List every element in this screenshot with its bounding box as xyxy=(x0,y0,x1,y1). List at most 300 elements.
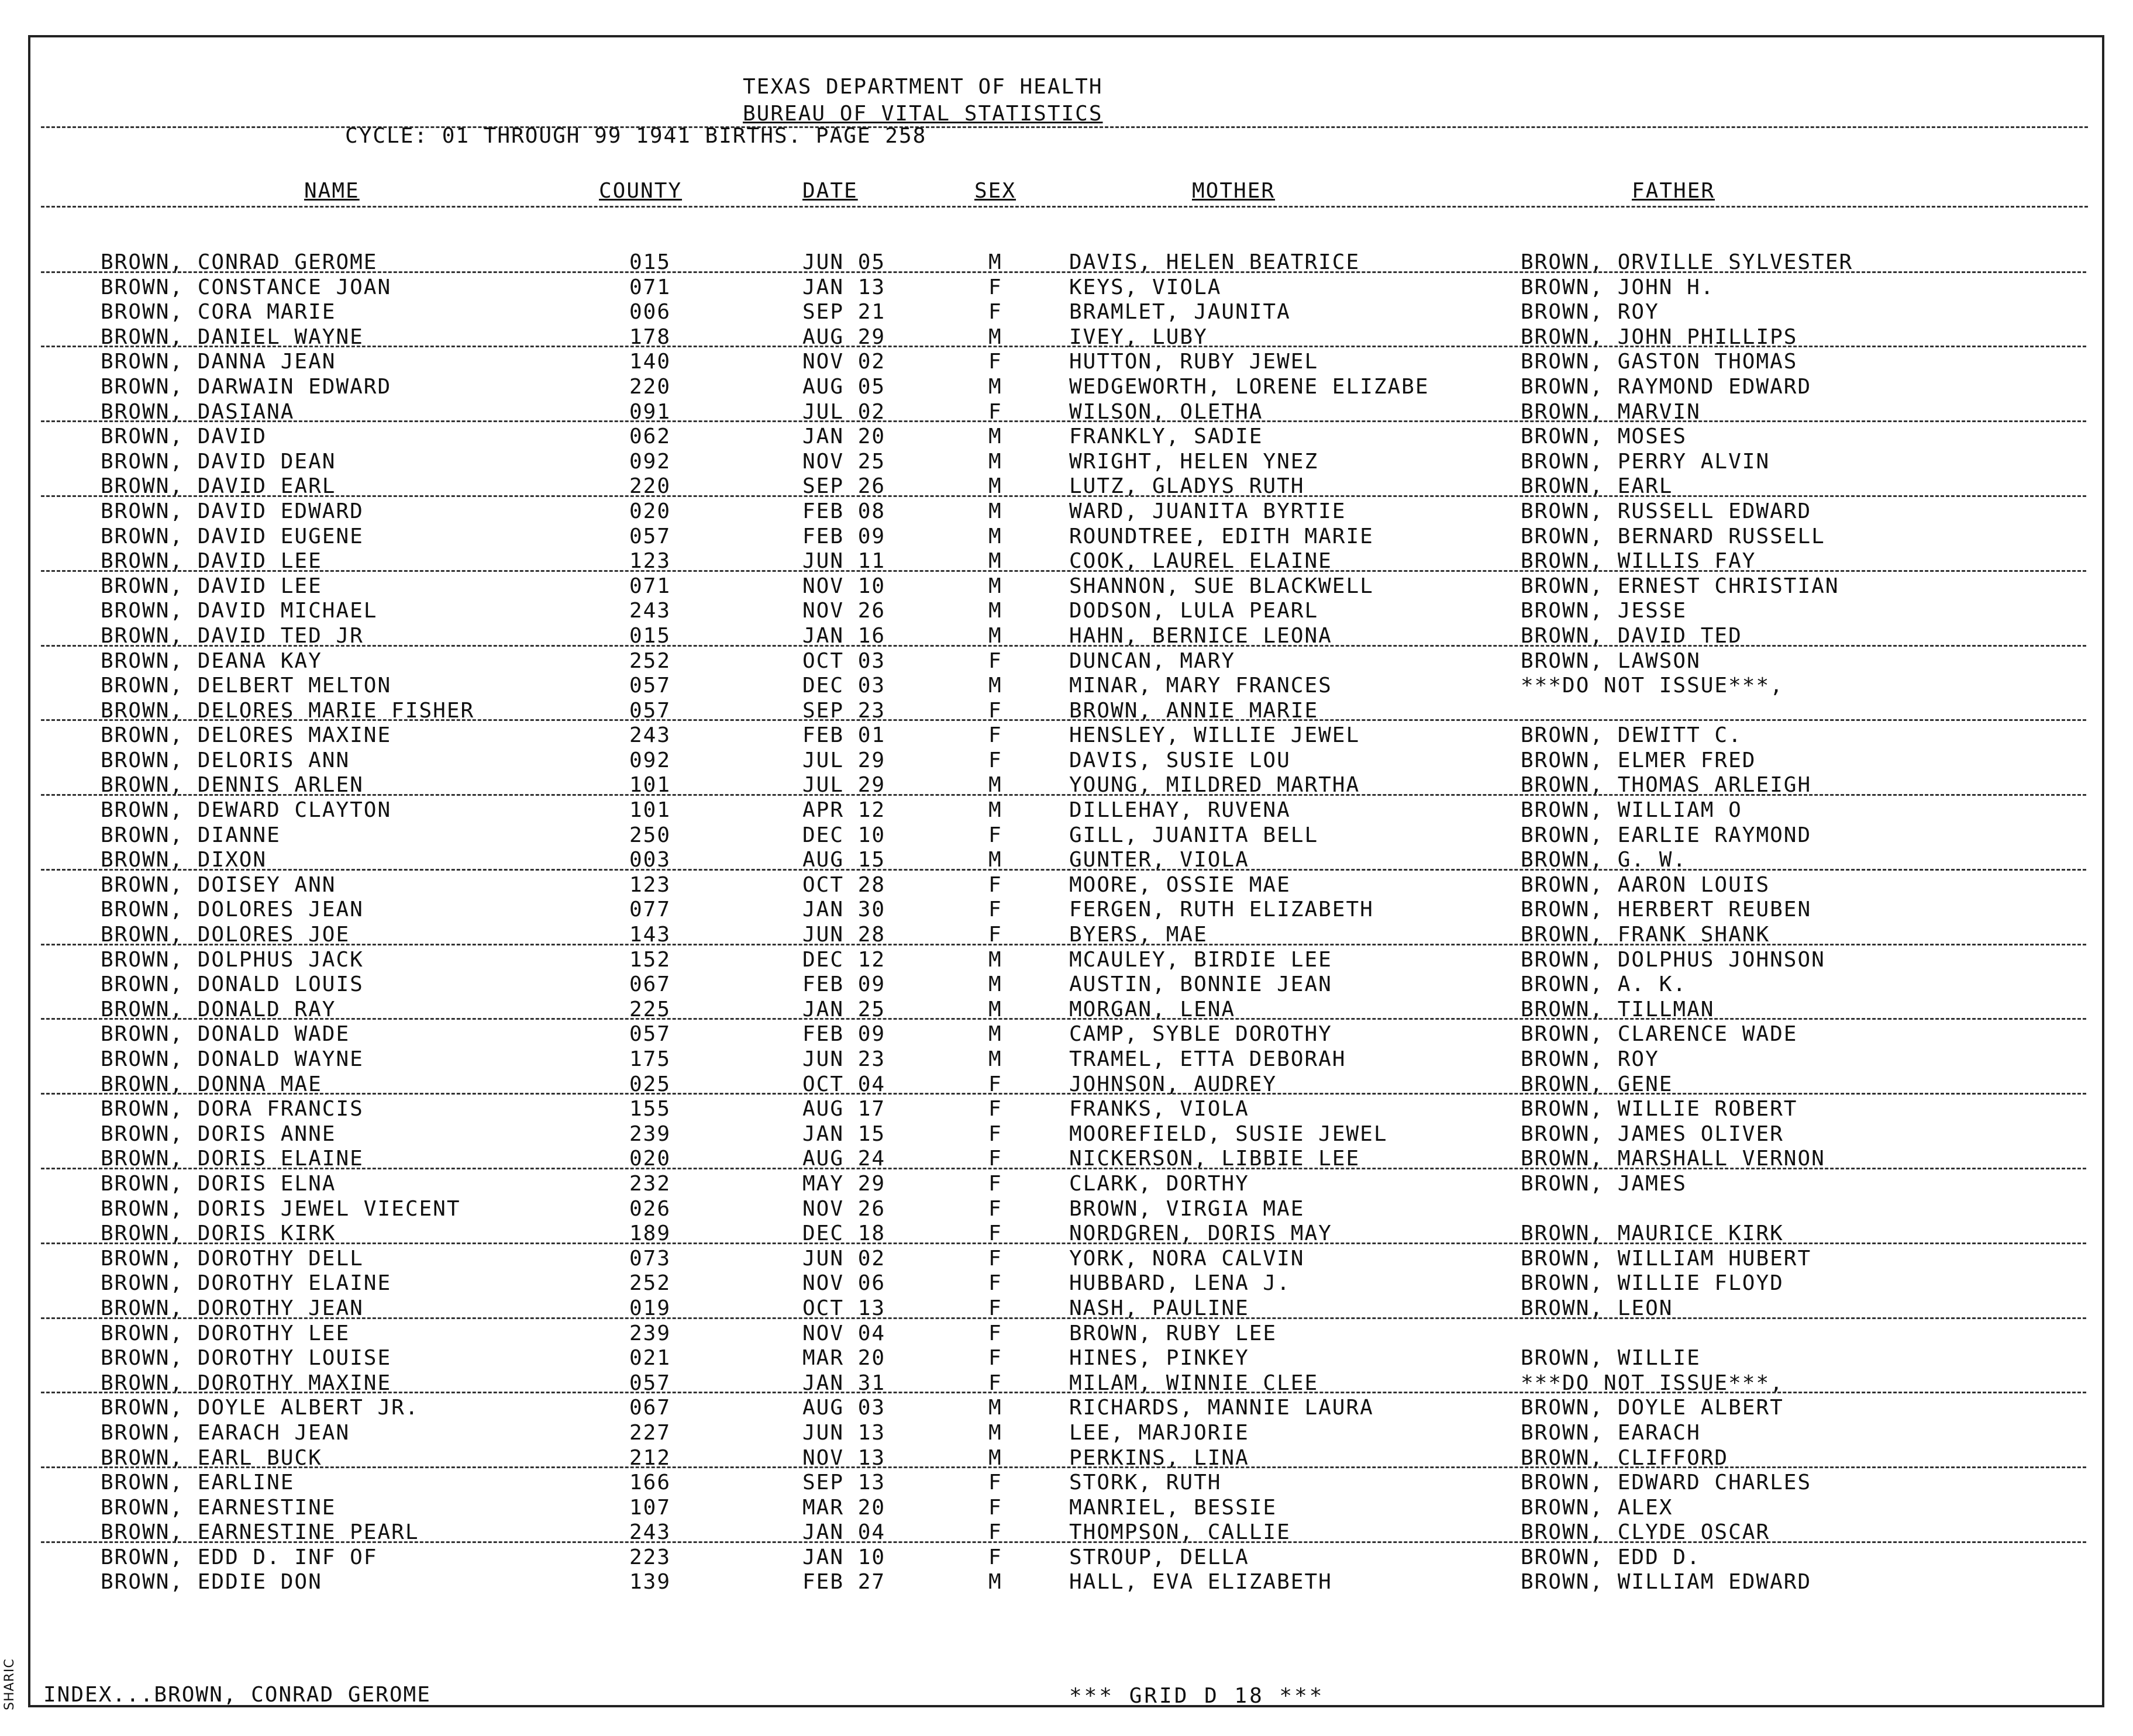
record-row xyxy=(0,898,2133,923)
record-date: SEP 26 xyxy=(802,474,886,499)
record-date: DEC 10 xyxy=(802,823,886,847)
record-father: BROWN, ROY xyxy=(1521,1047,1659,1071)
record-row xyxy=(0,1147,2133,1172)
record-date: JAN 16 xyxy=(802,623,886,648)
record-mother: STORK, RUTH xyxy=(1069,1471,1222,1495)
record-date: JAN 04 xyxy=(802,1520,886,1545)
record-mother: MCAULEY, BIRDIE LEE xyxy=(1069,947,1332,972)
record-sex: M xyxy=(988,1396,1002,1420)
record-mother: HUTTON, RUBY JEWEL xyxy=(1069,350,1319,374)
record-row xyxy=(0,300,2133,325)
record-sex: M xyxy=(988,449,1002,474)
record-date: JUN 11 xyxy=(802,549,886,574)
record-father: BROWN, WILLIAM EDWARD xyxy=(1521,1570,1812,1595)
bureau-title: BUREAU OF VITAL STATISTICS xyxy=(743,102,1103,126)
record-sex: F xyxy=(988,1471,1002,1495)
record-row xyxy=(0,499,2133,524)
record-row xyxy=(0,474,2133,499)
record-sex: F xyxy=(988,648,1002,673)
record-sex: M xyxy=(988,1445,1002,1470)
record-father: BROWN, ROY xyxy=(1521,300,1659,325)
record-name: BROWN, DOISEY ANN xyxy=(101,872,336,897)
record-mother: GILL, JUANITA BELL xyxy=(1069,823,1319,847)
record-mother: DODSON, LULA PEARL xyxy=(1069,599,1319,623)
record-mother: JOHNSON, AUDREY xyxy=(1069,1072,1277,1096)
record-father: BROWN, G. W. xyxy=(1521,848,1687,872)
record-county: 020 xyxy=(629,1147,671,1171)
column-header-mother: MOTHER xyxy=(1192,179,1276,203)
record-mother: FERGEN, RUTH ELIZABETH xyxy=(1069,898,1374,922)
record-sex: F xyxy=(988,723,1002,748)
grid-reference: *** GRID D 18 *** xyxy=(1069,1684,1325,1708)
record-name: BROWN, DOROTHY ELAINE xyxy=(101,1271,392,1296)
record-date: OCT 04 xyxy=(802,1072,886,1096)
record-row xyxy=(0,250,2133,275)
record-sex: M xyxy=(988,374,1002,399)
record-row xyxy=(0,1520,2133,1545)
record-county: 155 xyxy=(629,1097,671,1121)
record-date: FEB 09 xyxy=(802,1022,886,1047)
record-name: BROWN, DASIANA xyxy=(101,399,295,424)
record-name: BROWN, DOROTHY DELL xyxy=(101,1246,364,1271)
record-name: BROWN, DOLORES JEAN xyxy=(101,898,364,922)
record-sex: F xyxy=(988,1171,1002,1196)
record-name: BROWN, DAVID DEAN xyxy=(101,449,336,474)
record-date: JUN 28 xyxy=(802,923,886,947)
record-father: BROWN, WILLIAM HUBERT xyxy=(1521,1246,1812,1271)
birth-records-list xyxy=(0,250,2133,1595)
record-mother: DILLEHAY, RUVENA xyxy=(1069,798,1291,823)
record-row xyxy=(0,1496,2133,1521)
record-county: 123 xyxy=(629,872,671,897)
record-date: NOV 26 xyxy=(802,599,886,623)
record-name: BROWN, DELORES MAXINE xyxy=(101,723,392,748)
record-name: BROWN, DORIS ELAINE xyxy=(101,1147,364,1171)
record-sex: F xyxy=(988,1147,1002,1171)
record-date: JUN 23 xyxy=(802,1047,886,1071)
record-name: BROWN, DAVID xyxy=(101,424,267,449)
record-county: 025 xyxy=(629,1072,671,1096)
record-mother: KEYS, VIOLA xyxy=(1069,275,1222,299)
record-date: DEC 03 xyxy=(802,674,886,698)
record-name: BROWN, DAVID LEE xyxy=(101,549,322,574)
record-sex: F xyxy=(988,1121,1002,1146)
record-name: BROWN, DELBERT MELTON xyxy=(101,674,392,698)
record-name: BROWN, DAVID EDWARD xyxy=(101,499,364,523)
record-name: BROWN, DONALD WADE xyxy=(101,1022,350,1047)
record-county: 227 xyxy=(629,1420,671,1445)
record-mother: DAVIS, HELEN BEATRICE xyxy=(1069,250,1360,274)
record-father: BROWN, JESSE xyxy=(1521,599,1687,623)
record-date: AUG 24 xyxy=(802,1147,886,1171)
record-father: BROWN, DOYLE ALBERT xyxy=(1521,1396,1784,1420)
record-name: BROWN, EDDIE DON xyxy=(101,1570,322,1595)
record-date: AUG 29 xyxy=(802,325,886,349)
record-father: BROWN, A. K. xyxy=(1521,972,1687,997)
record-mother: COOK, LAUREL ELAINE xyxy=(1069,549,1332,574)
record-name: BROWN, DORIS KIRK xyxy=(101,1221,336,1246)
record-mother: WARD, JUANITA BYRTIE xyxy=(1069,499,1346,523)
record-name: BROWN, EARLINE xyxy=(101,1471,295,1495)
record-county: 166 xyxy=(629,1471,671,1495)
record-mother: HALL, EVA ELIZABETH xyxy=(1069,1570,1332,1595)
record-row xyxy=(0,1122,2133,1147)
record-mother: NICKERSON, LIBBIE LEE xyxy=(1069,1147,1360,1171)
record-county: 026 xyxy=(629,1196,671,1221)
record-county: 225 xyxy=(629,997,671,1021)
record-county: 092 xyxy=(629,748,671,772)
record-father: BROWN, MARVIN xyxy=(1521,399,1701,424)
record-row xyxy=(0,674,2133,699)
record-name: BROWN, DONALD RAY xyxy=(101,997,336,1021)
record-mother: MOORE, OSSIE MAE xyxy=(1069,872,1291,897)
record-county: 243 xyxy=(629,723,671,748)
record-row xyxy=(0,1545,2133,1571)
record-father: BROWN, EARLIE RAYMOND xyxy=(1521,823,1812,847)
record-county: 071 xyxy=(629,275,671,299)
record-row xyxy=(0,1221,2133,1247)
side-label: SHARIC xyxy=(2,1658,17,1710)
record-sex: M xyxy=(988,574,1002,598)
record-county: 212 xyxy=(629,1445,671,1470)
record-sex: M xyxy=(988,972,1002,997)
record-date: FEB 09 xyxy=(802,524,886,548)
record-date: FEB 01 xyxy=(802,723,886,748)
record-county: 140 xyxy=(629,350,671,374)
record-mother: CAMP, SYBLE DOROTHY xyxy=(1069,1022,1332,1047)
record-date: JUL 02 xyxy=(802,399,886,424)
record-name: BROWN, DIXON xyxy=(101,848,267,872)
record-county: 239 xyxy=(629,1121,671,1146)
record-father: BROWN, ELMER FRED xyxy=(1521,748,1756,772)
record-row xyxy=(0,873,2133,898)
record-name: BROWN, DEANA KAY xyxy=(101,648,322,673)
record-sex: M xyxy=(988,424,1002,449)
record-row xyxy=(0,1396,2133,1421)
record-row xyxy=(0,275,2133,301)
column-header-county: COUNTY xyxy=(599,179,683,203)
record-mother: BROWN, VIRGIA MAE xyxy=(1069,1196,1305,1221)
record-date: SEP 23 xyxy=(802,698,886,723)
record-sex: F xyxy=(988,1097,1002,1121)
record-row xyxy=(0,848,2133,873)
record-date: JUN 02 xyxy=(802,1246,886,1271)
record-date: JAN 30 xyxy=(802,898,886,922)
record-county: 067 xyxy=(629,972,671,997)
record-father: ***DO NOT ISSUE***, xyxy=(1521,1371,1784,1395)
record-name: BROWN, DORIS JEWEL VIECENT xyxy=(101,1196,461,1221)
record-county: 178 xyxy=(629,325,671,349)
record-county: 015 xyxy=(629,623,671,648)
record-date: JAN 25 xyxy=(802,997,886,1021)
record-date: AUG 03 xyxy=(802,1396,886,1420)
record-date: SEP 13 xyxy=(802,1471,886,1495)
record-sex: M xyxy=(988,1420,1002,1445)
record-father: BROWN, HERBERT REUBEN xyxy=(1521,898,1812,922)
record-row xyxy=(0,998,2133,1023)
record-name: BROWN, CORA MARIE xyxy=(101,300,336,325)
record-sex: F xyxy=(988,1371,1002,1395)
record-row xyxy=(0,1271,2133,1296)
record-name: BROWN, DAVID EARL xyxy=(101,474,336,499)
record-sex: F xyxy=(988,1271,1002,1296)
record-father: BROWN, LAWSON xyxy=(1521,648,1701,673)
record-name: BROWN, DAVID TED JR xyxy=(101,623,364,648)
record-row xyxy=(0,649,2133,674)
record-sex: F xyxy=(988,1072,1002,1096)
record-mother: CLARK, DORTHY xyxy=(1069,1171,1249,1196)
record-county: 239 xyxy=(629,1321,671,1345)
record-sex: F xyxy=(988,1520,1002,1545)
record-date: OCT 03 xyxy=(802,648,886,673)
record-mother: GUNTER, VIOLA xyxy=(1069,848,1249,872)
column-header-name: NAME xyxy=(304,179,360,203)
record-sex: F xyxy=(988,1246,1002,1271)
record-row xyxy=(0,375,2133,400)
record-father: BROWN, EDD D. xyxy=(1521,1545,1701,1569)
record-county: 101 xyxy=(629,798,671,823)
record-name: BROWN, DELORES MARIE FISHER xyxy=(101,698,475,723)
record-mother: MANRIEL, BESSIE xyxy=(1069,1495,1277,1520)
record-sex: F xyxy=(988,698,1002,723)
record-father: BROWN, MOSES xyxy=(1521,424,1687,449)
record-father: BROWN, EARACH xyxy=(1521,1420,1701,1445)
record-mother: NASH, PAULINE xyxy=(1069,1296,1249,1320)
record-county: 152 xyxy=(629,947,671,972)
record-sex: M xyxy=(988,1022,1002,1047)
record-date: FEB 09 xyxy=(802,972,886,997)
record-row xyxy=(0,1047,2133,1072)
record-row xyxy=(0,1421,2133,1446)
record-sex: M xyxy=(988,947,1002,972)
record-name: BROWN, CONRAD GEROME xyxy=(101,250,378,274)
record-mother: BYERS, MAE xyxy=(1069,923,1208,947)
record-county: 062 xyxy=(629,424,671,449)
record-date: JUN 05 xyxy=(802,250,886,274)
record-name: BROWN, DAVID EUGENE xyxy=(101,524,364,548)
record-name: BROWN, DENNIS ARLEN xyxy=(101,773,364,798)
record-county: 107 xyxy=(629,1495,671,1520)
record-name: BROWN, EARNESTINE xyxy=(101,1495,336,1520)
record-sex: M xyxy=(988,623,1002,648)
record-sex: F xyxy=(988,300,1002,325)
record-father: BROWN, EARL xyxy=(1521,474,1673,499)
department-title: TEXAS DEPARTMENT OF HEALTH xyxy=(743,75,1103,99)
record-mother: HAHN, BERNICE LEONA xyxy=(1069,623,1332,648)
record-row xyxy=(0,450,2133,475)
record-row xyxy=(0,325,2133,350)
record-mother: MILAM, WINNIE CLEE xyxy=(1069,1371,1319,1395)
record-name: BROWN, DELORIS ANN xyxy=(101,748,350,772)
record-father: BROWN, AARON LOUIS xyxy=(1521,872,1770,897)
record-name: BROWN, EARACH JEAN xyxy=(101,1420,350,1445)
record-father: BROWN, THOMAS ARLEIGH xyxy=(1521,773,1812,798)
record-date: NOV 26 xyxy=(802,1196,886,1221)
record-father: BROWN, CLYDE OSCAR xyxy=(1521,1520,1770,1545)
record-father: BROWN, WILLIE FLOYD xyxy=(1521,1271,1784,1296)
record-father: BROWN, WILLIAM O xyxy=(1521,798,1742,823)
record-father: BROWN, RUSSELL EDWARD xyxy=(1521,499,1812,523)
record-county: 250 xyxy=(629,823,671,847)
record-date: OCT 28 xyxy=(802,872,886,897)
record-name: BROWN, DOROTHY JEAN xyxy=(101,1296,364,1320)
record-sex: M xyxy=(988,997,1002,1021)
record-date: JAN 20 xyxy=(802,424,886,449)
record-date: JAN 10 xyxy=(802,1545,886,1569)
record-father: BROWN, JAMES xyxy=(1521,1171,1687,1196)
record-mother: YORK, NORA CALVIN xyxy=(1069,1246,1305,1271)
record-name: BROWN, DAVID MICHAEL xyxy=(101,599,378,623)
record-name: BROWN, DEWARD CLAYTON xyxy=(101,798,392,823)
record-sex: F xyxy=(988,350,1002,374)
record-sex: F xyxy=(988,1321,1002,1345)
record-county: 243 xyxy=(629,599,671,623)
record-mother: DAVIS, SUSIE LOU xyxy=(1069,748,1291,772)
record-date: AUG 05 xyxy=(802,374,886,399)
record-father: BROWN, MAURICE KIRK xyxy=(1521,1221,1784,1246)
record-sex: F xyxy=(988,1545,1002,1569)
record-mother: BRAMLET, JAUNITA xyxy=(1069,300,1291,325)
record-mother: WRIGHT, HELEN YNEZ xyxy=(1069,449,1319,474)
record-father: BROWN, PERRY ALVIN xyxy=(1521,449,1770,474)
record-sex: M xyxy=(988,848,1002,872)
record-mother: MORGAN, LENA xyxy=(1069,997,1236,1021)
record-name: BROWN, DOROTHY MAXINE xyxy=(101,1371,392,1395)
record-name: BROWN, DORA FRANCIS xyxy=(101,1097,364,1121)
record-name: BROWN, DANNA JEAN xyxy=(101,350,336,374)
record-father: BROWN, ERNEST CHRISTIAN xyxy=(1521,574,1839,598)
record-father: ***DO NOT ISSUE***, xyxy=(1521,674,1784,698)
record-mother: BROWN, RUBY LEE xyxy=(1069,1321,1277,1345)
record-row xyxy=(0,524,2133,550)
record-name: BROWN, DARWAIN EDWARD xyxy=(101,374,392,399)
record-name: BROWN, DORIS ANNE xyxy=(101,1121,336,1146)
record-county: 243 xyxy=(629,1520,671,1545)
record-father: BROWN, JOHN PHILLIPS xyxy=(1521,325,1798,349)
record-county: 232 xyxy=(629,1171,671,1196)
record-father: BROWN, EDWARD CHARLES xyxy=(1521,1471,1812,1495)
record-county: 057 xyxy=(629,524,671,548)
record-row xyxy=(0,1346,2133,1371)
record-date: NOV 04 xyxy=(802,1321,886,1345)
record-sex: M xyxy=(988,499,1002,523)
record-county: 073 xyxy=(629,1246,671,1271)
record-mother: FRANKLY, SADIE xyxy=(1069,424,1263,449)
record-sex: F xyxy=(988,872,1002,897)
record-sex: M xyxy=(988,1570,1002,1595)
record-sex: M xyxy=(988,1047,1002,1071)
column-header-divider xyxy=(41,206,2088,208)
record-mother: FRANKS, VIOLA xyxy=(1069,1097,1249,1121)
record-county: 143 xyxy=(629,923,671,947)
record-county: 189 xyxy=(629,1221,671,1246)
record-row xyxy=(0,948,2133,973)
record-date: NOV 10 xyxy=(802,574,886,598)
record-row xyxy=(0,624,2133,649)
record-mother: NORDGREN, DORIS MAY xyxy=(1069,1221,1332,1246)
record-county: 071 xyxy=(629,574,671,598)
record-father: BROWN, BERNARD RUSSELL xyxy=(1521,524,1825,548)
record-county: 077 xyxy=(629,898,671,922)
record-county: 220 xyxy=(629,474,671,499)
record-row xyxy=(0,1097,2133,1122)
record-date: JAN 13 xyxy=(802,275,886,299)
record-date: MAR 20 xyxy=(802,1346,886,1371)
record-father: BROWN, LEON xyxy=(1521,1296,1673,1320)
record-date: JUN 13 xyxy=(802,1420,886,1445)
record-county: 101 xyxy=(629,773,671,798)
record-row xyxy=(0,1022,2133,1047)
record-row xyxy=(0,350,2133,375)
record-row xyxy=(0,798,2133,823)
record-name: BROWN, DOYLE ALBERT JR. xyxy=(101,1396,419,1420)
record-county: 123 xyxy=(629,549,671,574)
record-row xyxy=(0,1197,2133,1222)
record-father: BROWN, CLIFFORD xyxy=(1521,1445,1729,1470)
record-row xyxy=(0,723,2133,748)
record-county: 057 xyxy=(629,1371,671,1395)
record-sex: M xyxy=(988,250,1002,274)
record-father: BROWN, DAVID TED xyxy=(1521,623,1742,648)
record-row xyxy=(0,1172,2133,1197)
record-name: BROWN, DOROTHY LOUISE xyxy=(101,1346,392,1371)
record-sex: F xyxy=(988,748,1002,772)
column-header-father: FATHER xyxy=(1632,179,1715,203)
record-row xyxy=(0,400,2133,425)
record-mother: HINES, PINKEY xyxy=(1069,1346,1249,1371)
record-name: BROWN, EDD D. INF OF xyxy=(101,1545,378,1569)
record-name: BROWN, DIANNE xyxy=(101,823,281,847)
record-name: BROWN, CONSTANCE JOAN xyxy=(101,275,392,299)
record-father: BROWN, ORVILLE SYLVESTER xyxy=(1521,250,1853,274)
record-row xyxy=(0,1321,2133,1347)
record-name: BROWN, EARNESTINE PEARL xyxy=(101,1520,419,1545)
record-row xyxy=(0,1446,2133,1471)
record-row xyxy=(0,1247,2133,1272)
record-county: 021 xyxy=(629,1346,671,1371)
record-sex: M xyxy=(988,474,1002,499)
record-row xyxy=(0,574,2133,599)
record-date: SEP 21 xyxy=(802,300,886,325)
record-date: NOV 06 xyxy=(802,1271,886,1296)
record-mother: WEDGEWORTH, LORENE ELIZABE xyxy=(1069,374,1429,399)
record-row xyxy=(0,923,2133,948)
record-name: BROWN, DOLORES JOE xyxy=(101,923,350,947)
record-date: FEB 27 xyxy=(802,1570,886,1595)
record-date: JAN 15 xyxy=(802,1121,886,1146)
record-row xyxy=(0,773,2133,798)
record-date: AUG 17 xyxy=(802,1097,886,1121)
record-name: BROWN, EARL BUCK xyxy=(101,1445,322,1470)
record-mother: PERKINS, LINA xyxy=(1069,1445,1249,1470)
record-mother: LEE, MARJORIE xyxy=(1069,1420,1249,1445)
record-county: 175 xyxy=(629,1047,671,1071)
record-county: 252 xyxy=(629,648,671,673)
record-sex: M xyxy=(988,773,1002,798)
record-father: BROWN, WILLIS FAY xyxy=(1521,549,1756,574)
record-row xyxy=(0,823,2133,848)
index-footer: INDEX...BROWN, CONRAD GEROME xyxy=(43,1683,431,1707)
record-row xyxy=(0,748,2133,774)
record-row xyxy=(0,1471,2133,1496)
record-county: 015 xyxy=(629,250,671,274)
record-father: BROWN, JOHN H. xyxy=(1521,275,1715,299)
record-mother: HENSLEY, WILLIE JEWEL xyxy=(1069,723,1360,748)
record-father: BROWN, JAMES OLIVER xyxy=(1521,1121,1784,1146)
record-date: DEC 18 xyxy=(802,1221,886,1246)
record-county: 057 xyxy=(629,1022,671,1047)
record-sex: F xyxy=(988,399,1002,424)
